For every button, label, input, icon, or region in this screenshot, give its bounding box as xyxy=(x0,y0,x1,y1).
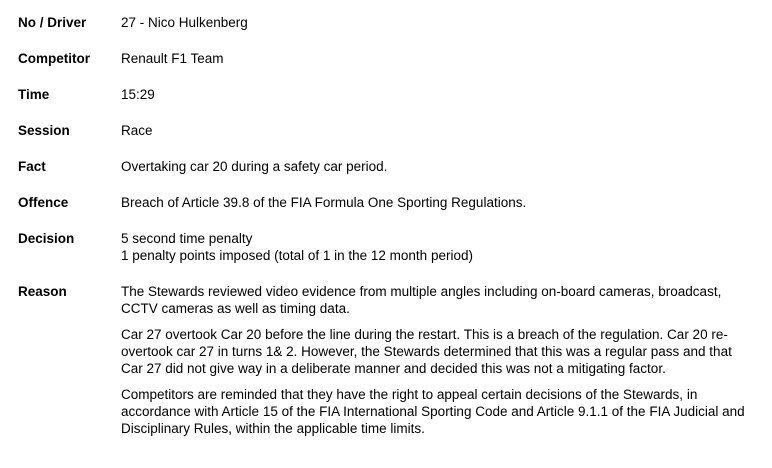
table-row xyxy=(18,86,754,122)
field-value-fact xyxy=(121,158,754,194)
reason-paragraph: Car 27 overtook Car 20 before the line during the restart. This is a breach of the regulation. Car 20 re-overtook car 27 in turns 1& 2. However, the Stewards determined that this was a regular pass and that Car 27 did not give way in a deliberate manner and decided this was not a mitigating factor. xyxy=(121,327,732,376)
field-label-session: Session xyxy=(18,123,70,138)
field-value-competitor xyxy=(121,50,754,86)
value-line: 5 second time penalty xyxy=(121,231,253,246)
reason-paragraph: Competitors are reminded that they have the right to appeal certain decisions of the Stewards, in accordance with Article 15 of the FIA International Sporting Code and Article 9.1.1 of the FIA Judicial and Disciplinary Rules, within the applicable time limits. xyxy=(121,387,745,436)
field-label-no-driver: No / Driver xyxy=(18,15,87,30)
value-line: Breach of Article 39.8 of the FIA Formula One Sporting Regulations. xyxy=(121,195,527,210)
value-line: 27 - Nico Hulkenberg xyxy=(121,15,248,30)
field-value-offence xyxy=(121,194,754,230)
field-label-offence: Offence xyxy=(18,195,69,210)
table-row xyxy=(18,14,754,50)
decision-details-table xyxy=(18,14,754,437)
field-value-decision xyxy=(121,230,754,283)
value-line: Overtaking car 20 during a safety car period. xyxy=(121,159,388,174)
table-row xyxy=(18,50,754,86)
table-row xyxy=(18,122,754,158)
field-label-fact: Fact xyxy=(18,159,46,174)
reason-paragraph: The Stewards reviewed video evidence from multiple angles including on-board cameras, broadcast, CCTV cameras as well as timing data. xyxy=(121,284,722,316)
field-label-decision: Decision xyxy=(18,231,75,246)
value-line: Race xyxy=(121,123,153,138)
field-label-reason: Reason xyxy=(18,284,67,299)
table-row xyxy=(18,194,754,230)
field-label-time: Time xyxy=(18,87,50,102)
value-line: 15:29 xyxy=(121,87,155,102)
field-label-competitor: Competitor xyxy=(18,51,90,66)
table-row xyxy=(18,230,754,283)
field-value-time xyxy=(121,86,754,122)
field-value-reason xyxy=(121,283,754,437)
field-value-session xyxy=(121,122,754,158)
value-line: 1 penalty points imposed (total of 1 in the 12 month period) xyxy=(121,248,473,263)
table-row xyxy=(18,283,754,437)
field-value-no-driver xyxy=(121,14,754,50)
table-row xyxy=(18,158,754,194)
value-line: Renault F1 Team xyxy=(121,51,224,66)
